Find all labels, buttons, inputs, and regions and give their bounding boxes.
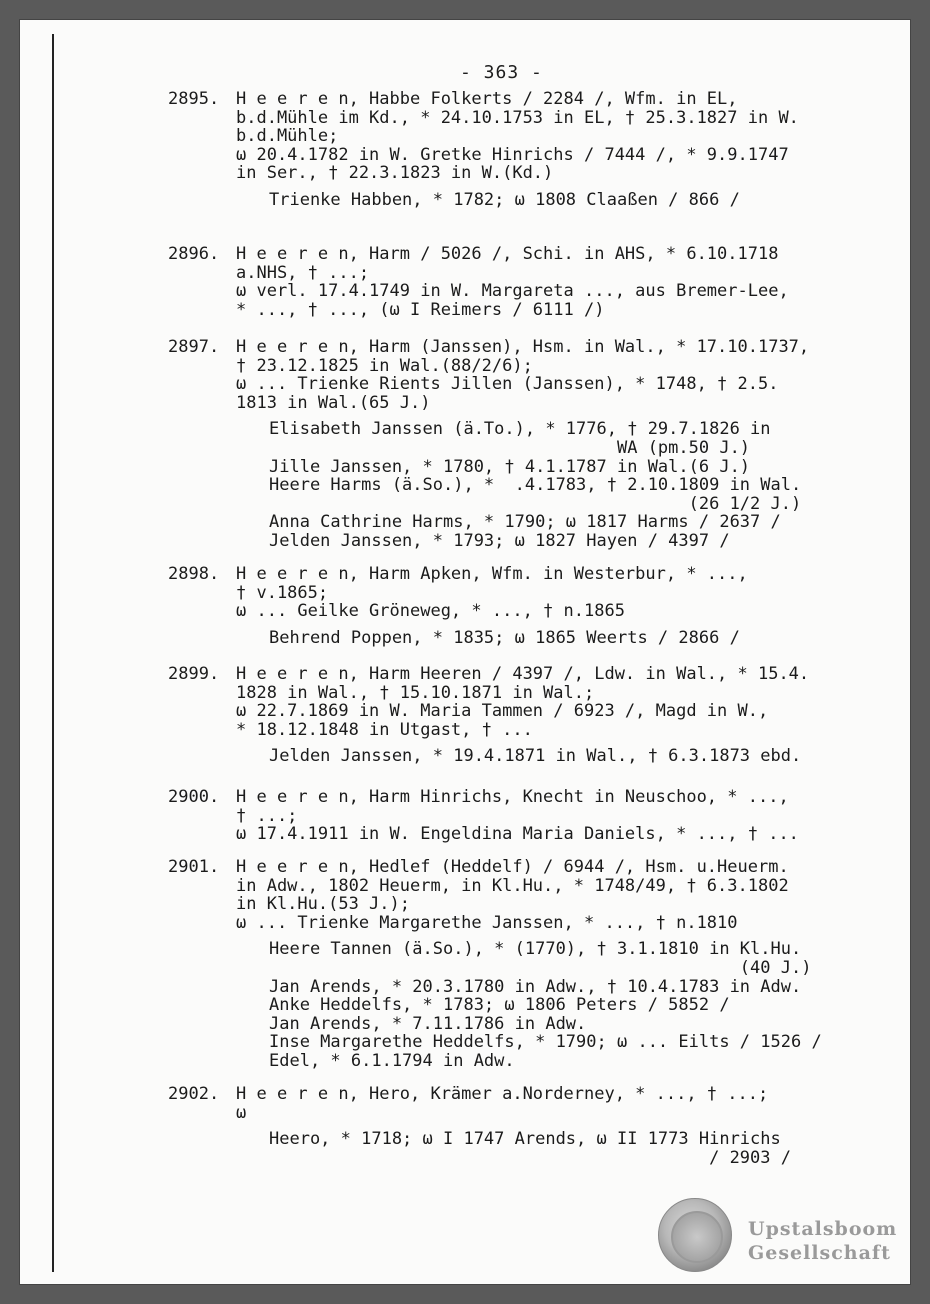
- entry-text-line: 1828 in Wal., † 15.10.1871 in Wal.;: [236, 682, 595, 703]
- child-entry-line: Trienke Habben, * 1782; ω 1808 Claaßen / 866 /: [269, 189, 740, 210]
- child-entry-line: Inse Margarethe Heddelfs, * 1790; ω ... Eilts / 1526 /: [269, 1032, 822, 1053]
- entry-number: 2897.: [168, 337, 220, 357]
- entry-number: 2902.: [168, 1084, 220, 1104]
- child-entry-line: Anna Cathrine Harms, * 1790; ω 1817 Harms / 2637 /: [269, 512, 781, 533]
- society-logo-text: [748, 1217, 897, 1265]
- child-entry-line: Jan Arends, * 20.3.1780 in Adw., † 10.4.1783 in Adw.: [269, 976, 802, 997]
- society-seal-icon: [658, 1198, 732, 1272]
- entry-text-line: ω 22.7.1869 in W. Maria Tammen / 6923 /, Magd in W.,: [236, 701, 769, 722]
- entry-body: [236, 565, 886, 647]
- entry-heading-line: H e e r e n, Harm (Janssen), Hsm. in Wal., * 17.10.1737,: [236, 337, 810, 357]
- entry-number: 2896.: [168, 244, 220, 264]
- entry-text-line: ω 20.4.1782 in W. Gretke Hinrichs / 7444 /, * 9.9.1747: [236, 144, 789, 165]
- entry-text-line: b.d.Mühle;: [236, 126, 339, 147]
- entry-number: 2900.: [168, 787, 220, 807]
- entry-text-line: a.NHS, † ...;: [236, 262, 370, 283]
- child-entry-line: / 2903 /: [269, 1147, 791, 1168]
- child-entry-line: (26 1/2 J.): [269, 493, 802, 514]
- entry-text-line: † ...;: [236, 805, 298, 826]
- entry-heading-line: H e e r e n, Harm Apken, Wfm. in Westerbur, * ...,: [236, 564, 748, 584]
- child-entry-line: Jan Arends, * 7.11.1786 in Adw.: [269, 1013, 587, 1034]
- child-entry-line: Jille Janssen, * 1780, † 4.1.1787 in Wal.(6 J.): [269, 456, 751, 477]
- entry-text-line: * ..., † ..., (ω I Reimers / 6111 /): [236, 299, 605, 320]
- child-entry-line: Elisabeth Janssen (ä.To.), * 1776, † 29.7.1826 in: [269, 419, 771, 440]
- entry-text-line: † 23.12.1825 in Wal.(88/2/6);: [236, 355, 533, 376]
- entry-body: [236, 858, 886, 1071]
- entry-heading-line: H e e r e n, Harm Heeren / 4397 /, Ldw. in Wal., * 15.4.: [236, 664, 810, 684]
- entry-heading-line: H e e r e n, Harm / 5026 /, Schi. in AHS, * 6.10.1718: [236, 244, 779, 264]
- entry-number: 2895.: [168, 89, 220, 109]
- child-entry-line: WA (pm.50 J.): [269, 437, 751, 458]
- entry-heading-line: H e e r e n, Hero, Krämer a.Norderney, * ..., † ...;: [236, 1084, 769, 1104]
- entry-number: 2901.: [168, 857, 220, 877]
- entry-heading-line: H e e r e n, Harm Hinrichs, Knecht in Neuschoo, * ...,: [236, 787, 789, 807]
- entry-text-line: in Adw., 1802 Heuerm, in Kl.Hu., * 1748/49, † 6.3.1802: [236, 875, 789, 896]
- child-entry-line: Anke Heddelfs, * 1783; ω 1806 Peters / 5852 /: [269, 995, 730, 1016]
- child-entry-line: Heere Harms (ä.So.), * .4.1783, † 2.10.1809 in Wal.: [269, 475, 802, 496]
- entry-text-line: ω: [236, 1102, 247, 1123]
- entry-text-line: ω ... Geilke Gröneweg, * ..., † n.1865: [236, 601, 625, 622]
- entry-text-line: ω ... Trienke Margarethe Janssen, * ..., † n.1810: [236, 912, 738, 933]
- entry-text-line: in Kl.Hu.(53 J.);: [236, 894, 410, 915]
- child-entry-line: Jelden Janssen, * 19.4.1871 in Wal., † 6.3.1873 ebd.: [269, 746, 802, 767]
- entry-text-line: 1813 in Wal.(65 J.): [236, 392, 431, 413]
- page-number: - 363 -: [460, 62, 543, 83]
- entry-body: [236, 245, 886, 319]
- entry-body: [236, 665, 886, 766]
- child-entry-line: (40 J.): [269, 957, 812, 978]
- entry-text-line: * 18.12.1848 in Utgast, † ...: [236, 719, 533, 740]
- entry-body: [236, 1085, 886, 1167]
- entry-body: [236, 90, 886, 210]
- entry-body: [236, 788, 886, 844]
- entry-heading-line: H e e r e n, Habbe Folkerts / 2284 /, Wfm. in EL,: [236, 89, 738, 109]
- entry-text-line: ω verl. 17.4.1749 in W. Margareta ..., aus Bremer-Lee,: [236, 281, 789, 302]
- child-entry-line: Heero, * 1718; ω I 1747 Arends, ω II 1773 Hinrichs: [269, 1129, 781, 1150]
- logo-line-2: Gesellschaft: [748, 1242, 891, 1264]
- entry-text-line: b.d.Mühle im Kd., * 24.10.1753 in EL, † 25.3.1827 in W.: [236, 107, 799, 128]
- margin-rule: [52, 34, 54, 1272]
- document-page: [20, 20, 910, 1284]
- child-entry-line: Heere Tannen (ä.So.), * (1770), † 3.1.1810 in Kl.Hu.: [269, 939, 802, 960]
- entry-text-line: ω ... Trienke Rients Jillen (Janssen), * 1748, † 2.5.: [236, 374, 779, 395]
- entry-heading-line: H e e r e n, Hedlef (Heddelf) / 6944 /, Hsm. u.Heuerm.: [236, 857, 789, 877]
- child-entry-line: Behrend Poppen, * 1835; ω 1865 Weerts / 2866 /: [269, 627, 740, 648]
- entry-number: 2898.: [168, 564, 220, 584]
- entry-text-line: † v.1865;: [236, 582, 329, 603]
- entry-text-line: in Ser., † 22.3.1823 in W.(Kd.): [236, 163, 554, 184]
- entry-body: [236, 338, 886, 551]
- child-entry-line: Jelden Janssen, * 1793; ω 1827 Hayen / 4397 /: [269, 530, 730, 551]
- entry-text-line: ω 17.4.1911 in W. Engeldina Maria Daniels, * ..., † ...: [236, 824, 799, 845]
- entry-number: 2899.: [168, 664, 220, 684]
- child-entry-line: Edel, * 6.1.1794 in Adw.: [269, 1050, 515, 1071]
- logo-line-1: Upstalsboom: [748, 1218, 898, 1240]
